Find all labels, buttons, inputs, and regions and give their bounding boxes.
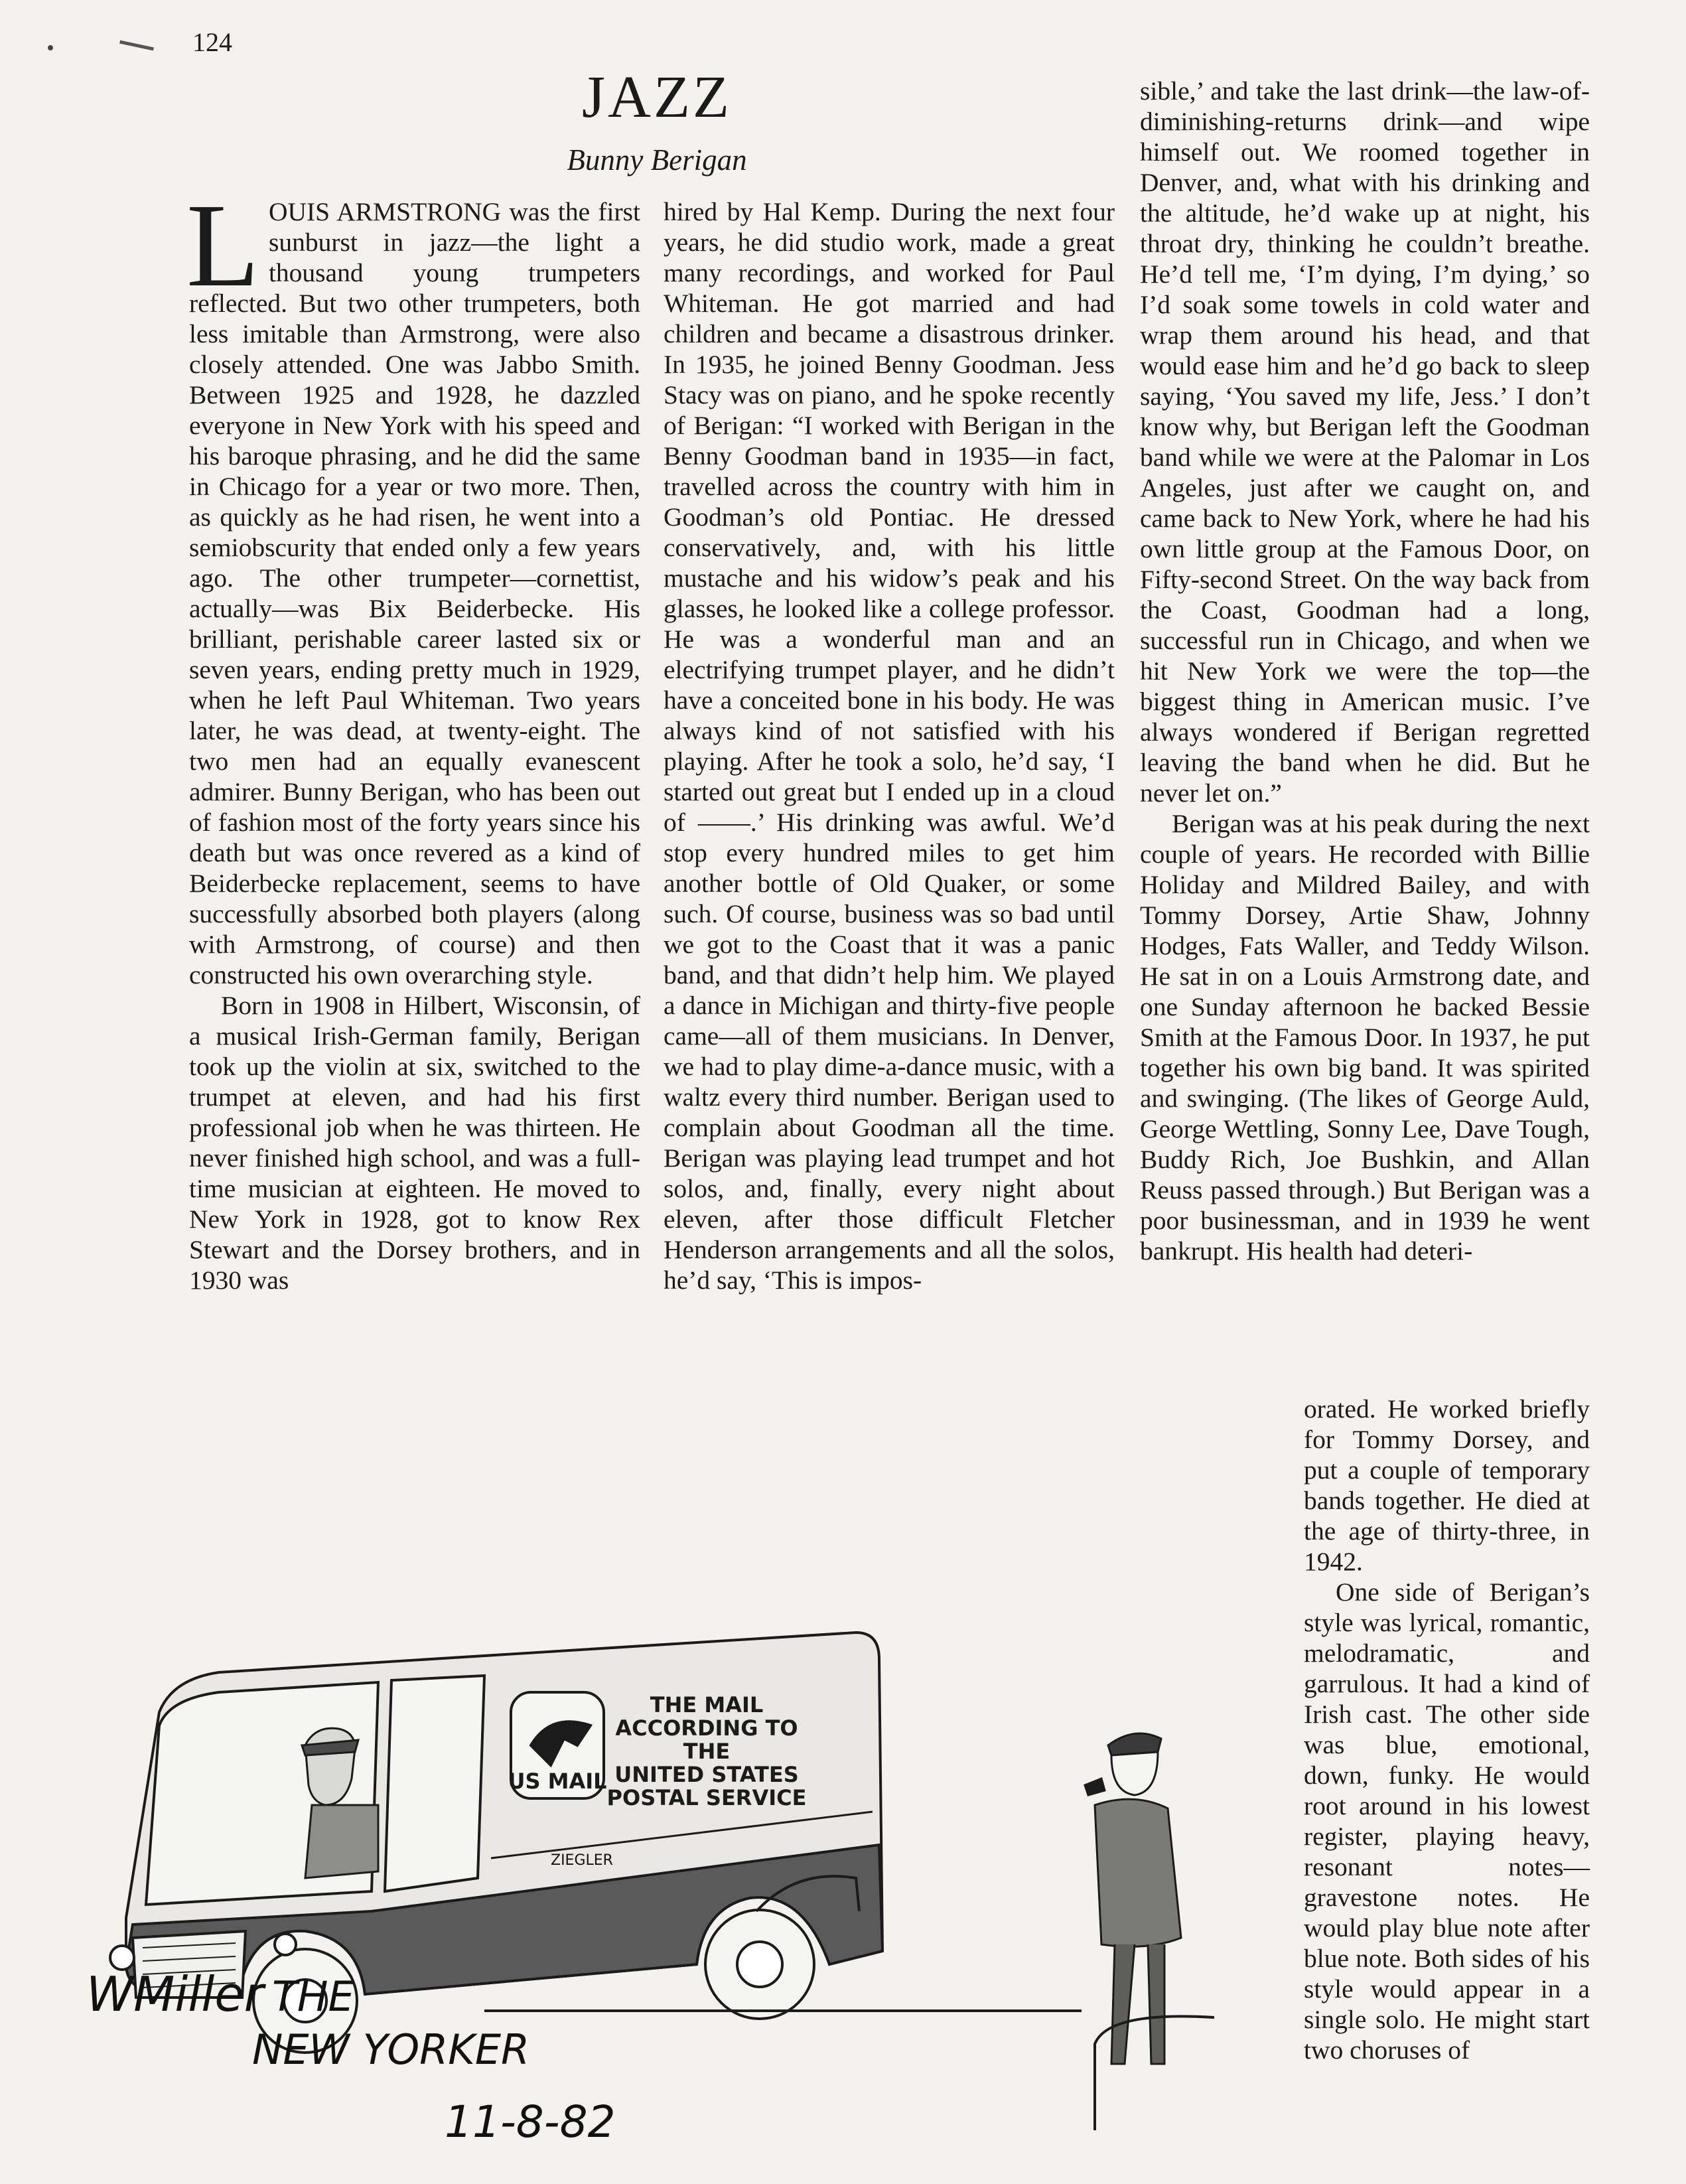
article-title: JAZZ [582, 64, 732, 130]
mail-emblem-text: US MAIL [508, 1769, 607, 1794]
scan-scratch [119, 40, 154, 51]
page-number: 124 [192, 27, 232, 57]
handwritten-publication: NEW YORKER [252, 2025, 530, 2074]
van-sign-line: UNITED STATES [614, 1762, 799, 1787]
van-sign-line: THE [683, 1739, 731, 1764]
paragraph: One side of Berigan’s style was lyrical, romantic, melodramatic, and garrulous. It had a kind of Irish cast. The other side was blue, emotional, down, funky. He would root around in his lowest register, playing heavy, resonant notes—gravestone notes. He would play blue note after blue note. Both sides of his style would appear in a single solo. He might start two choruses of [1304, 1577, 1590, 2065]
paragraph: Berigan was at his peak during the next couple of years. He recorded with Billie Holiday and Mildred Bailey, and with Tommy Dorsey, Artie Shaw, Johnny Hodges, Fats Waller, and Teddy Wilson. He sat in on a Louis Armstrong date, and one Sunday afternoon he backed Bessie Smith at the Famous Door. In 1937, he put together his own big band. It was spirited and swinging. (The likes of George Auld, George Wettling, Sonny Lee, Dave Tough, Buddy Rich, Joe Bushkin, and Allan Reuss passed through.) But Berigan was a poor businessman, and in 1939 he went bankrupt. His health had deteri- [1140, 809, 1590, 1266]
paragraph: Born in 1908 in Hilbert, Wisconsin, of a musical Irish-German family, Berigan took up the violin at six, switched to the trumpet at eleven, and had his first professional job when he was thirteen. He never finished high school, and was a full-time musician at eighteen. He moved to New York in 1928, got to know Rex Stewart and the Dorsey brothers, and in 1930 was [189, 991, 640, 1295]
van-sign-line: POSTAL SERVICE [606, 1785, 807, 1810]
paragraph [186, 179, 640, 990]
van-sign-line: THE MAIL [650, 1692, 764, 1717]
article-subtitle: Bunny Berigan [567, 143, 747, 177]
van-sign-line: ACCORDING TO [615, 1715, 798, 1741]
paragraph: hired by Hal Kemp. During the next four years, he did studio work, made a great many recordings, and worked for Paul Whiteman. He got married and had children and became a disastrous drinker. In 1935, he joined Benny Goodman. Jess Stacy was on piano, and he spoke recently of Berigan: “I worked with Berigan in the Benny Goodman band in 1935—in fact, travelled across the country with him in Goodman’s old Pontiac. He dressed conservatively, and, with his little mustache and his widow’s peak and his glasses, he looked like a college professor. He was a wonderful man and an electrifying trumpet player, and he didn’t have a conceited bone in his body. He was always kind of not satisfied with his playing. After he took a solo, he’d say, ‘I started out great but I ended up in a cloud of ——.’ His drinking was awful. We’d stop every hundred miles to get him another bottle of Old Quaker, or some such. Of course, business was so bad until we got to the Coast that it was a panic band, and that didn’t help him. We played a dance in Michigan and thirty-five people came—all of them musicians. In Denver, we had to play dime-a-dance music, with a waltz every third number. Berigan used to complain about Goodman all the time. Berigan was playing lead trumpet and hot solos, and, finally, every night about eleven, after those difficult Fletcher Henderson arrangements and all the solos, he’d say, ‘This is impos- [664, 197, 1115, 1295]
drop-cap: L [186, 179, 259, 311]
scan-speck [48, 45, 53, 50]
paragraph: sible,’ and take the last drink—the law-of-diminishing-returns drink—and wipe himself out. We roomed together in Denver, and, what with his drinking and the altitude, he’d wake up at night, his throat dry, thinking he couldn’t breathe. He’d tell me, ‘I’m dying, I’m dying,’ so I’d soak some towels in cold water and wrap them around his head, and that would ease him and he’d go back to sleep saying, ‘You saved my life, Jess.’ I don’t know why, but Berigan left the Goodman band while we were at the Palomar in Los Angeles, just after we caught on, and came back to New York, where he had his own little group at the Famous Door, on Fifty-second Street. On the way back from the Coast, Goodman had a long, successful run in Chicago, and when we hit New York we were the top—the biggest thing in American music. I’ve always wondered if Berigan regretted leaving the band when he did. But he never let on.” [1140, 76, 1590, 808]
paragraph: orated. He worked briefly for Tommy Dorsey, and put a couple of temporary bands together. He died at the age of thirty-three, in 1942. [1304, 1394, 1590, 1576]
text-column-1 [186, 179, 640, 1295]
cartoon-illustration [86, 1433, 1214, 2163]
handwritten-signature: WMiller [86, 1966, 264, 2022]
artist-signature: ZIEGLER [551, 1852, 613, 1869]
handwritten-date: 11-8-82 [445, 2096, 616, 2148]
text-column-3-continued [1304, 1394, 1590, 2065]
handwritten-publication: THE [272, 1972, 354, 2021]
text-column-2 [664, 196, 1115, 1295]
text-column-3 [1140, 76, 1590, 1266]
man-with-pipe-drawing [1085, 1733, 1181, 2064]
paragraph-text: OUIS ARMSTRONG was the first sunburst in jazz—the light a thousand young trumpeters reflected. But two other trumpeters, both less imitable than Armstrong, were also closely attended. One was Jabbo Smith. Between 1925 and 1928, he dazzled everyone in New York with his speed and his baroque phrasing, and he did the same in Chicago for a year or two more. Then, as quickly as he had risen, he went into a semiobscurity that ended only a few years ago. The other trumpeter—cornettist, actually—was Bix Beiderbecke. His brilliant, perishable career lasted six or seven years, ending pretty much in 1929, when he left Paul Whiteman. Two years later, he was dead, at twenty-eight. The two men had an equally evanescent admirer. Bunny Berigan, who has been out of fashion most of the forty years since his death but was once revered as a kind of Beiderbecke replacement, seems to have successfully absorbed both players (along with Armstrong, of course) and then constructed his own overarching style. [189, 197, 640, 989]
